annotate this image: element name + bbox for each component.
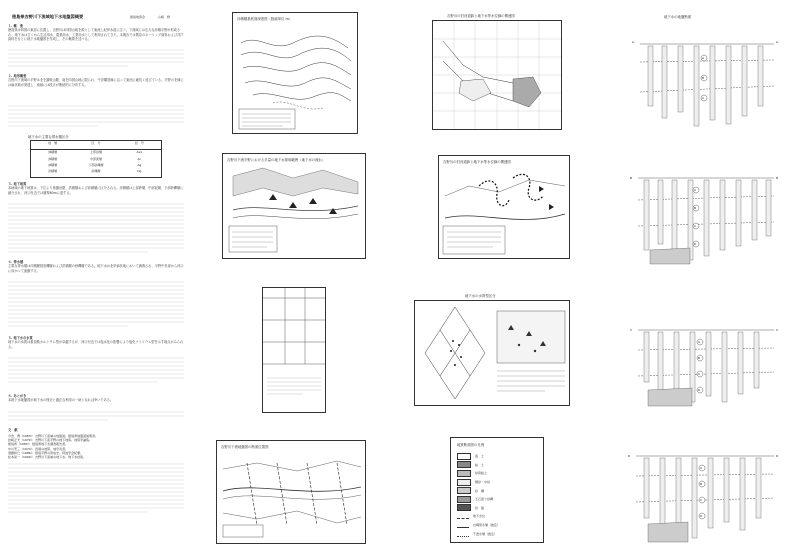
section-6 <box>8 394 186 428</box>
section-5 <box>8 336 186 390</box>
legend-item <box>457 495 541 504</box>
piper-diagram <box>415 301 569 405</box>
table-cell: 中部泥層 <box>89 157 102 161</box>
table-cell: 砂礫層 <box>91 169 101 173</box>
table-cell: 沖積層 <box>48 150 58 154</box>
section-drawing <box>632 22 782 134</box>
reference-item: 今治 博（1983）：吉野川下流域の地盤図。徳島県地盤図説明書。 <box>8 434 99 438</box>
section-label-right: A <box>776 40 779 44</box>
section-drawing <box>630 296 782 410</box>
layer-label: A <box>698 340 701 344</box>
legend-label: 砂 礫 <box>475 488 485 493</box>
table-cell: As1 <box>136 150 143 154</box>
legend-swatch <box>457 479 471 486</box>
legend-item <box>457 512 541 521</box>
legend-label: 砂質粘土 <box>475 471 488 476</box>
figure-caption: 吉野川の旧河道跡と地下水等水位線の関連図 <box>443 160 511 164</box>
section-4 <box>8 260 186 334</box>
figure-1-contour-map <box>232 12 358 134</box>
page-title: 徳島県吉野川下流域地下水地盤図概要 <box>12 14 84 19</box>
flow-map <box>223 154 365 258</box>
layer-label: A <box>700 466 703 470</box>
table-header <box>31 141 161 150</box>
legend-label: 自噴帯水層（推定） <box>473 523 501 528</box>
contour-lines <box>233 13 357 133</box>
legend-swatch <box>457 504 471 511</box>
table-row <box>31 163 161 167</box>
references-heading: 文 献 <box>8 428 18 432</box>
figure-7-legend <box>450 437 544 543</box>
legend-item <box>457 529 541 538</box>
section-heading: １. 概 要 <box>8 24 24 28</box>
legend-item <box>457 521 541 530</box>
layer-label: B <box>702 76 705 80</box>
legend-swatch <box>457 522 469 528</box>
section-label-left: B <box>630 176 633 180</box>
layer-label: D <box>700 514 703 518</box>
legend-title: 地質断面図の凡例 <box>457 443 485 447</box>
reference-item: 徳島県（1983）：徳島県地下水調査報告書。 <box>8 442 69 447</box>
author: 山崎 修 <box>158 15 171 19</box>
section-body: 徳島県は四国の東部に位置し、吉野川は四国山地を源として東流し紀伊水道に注ぐ。下流域には広大な沖積平野が形成され、地下水は古くから生活用水、農業用水、工業用水として利用されてきた。本報告では既存のボーリング資料および井戸資料をもとに地下水地盤図を作成し、その概要を述べる。 <box>8 28 184 42</box>
section-1 <box>8 24 186 70</box>
section-drawing <box>628 428 782 546</box>
table-row <box>31 157 161 161</box>
legend-swatch <box>457 487 471 494</box>
legend-swatch <box>457 461 471 468</box>
legend-swatch <box>457 453 471 460</box>
table-cell: 洪積層 <box>48 169 58 173</box>
section-3 <box>8 182 186 256</box>
figure-3-groundwater-level-grid <box>432 14 562 130</box>
table-row <box>31 150 161 154</box>
cross-section-c <box>630 296 782 410</box>
text-column <box>8 14 186 534</box>
layer-label: A <box>694 188 697 192</box>
section-body: 主要な帯水層は沖積層基底礫層および洪積層の砂礫層である。地下水は北岸扇状地において涵養され、平野中央部から河口に向かって流動する。 <box>8 264 184 273</box>
cross-section-b <box>630 150 782 268</box>
figure-6-section-location-map <box>216 440 366 544</box>
layer-label: B <box>700 482 703 486</box>
legend-swatch <box>457 531 469 537</box>
figure-2-groundwater-flow-map <box>222 153 366 259</box>
layer-label: B <box>698 356 701 360</box>
section-label-left: C <box>630 328 633 332</box>
reference-item: 中川衷三（1974）：四国の地質。地学双書。 <box>8 446 69 451</box>
legend-label: 不透水層（推定） <box>473 531 498 536</box>
legend-swatch <box>457 513 469 519</box>
layer-label: B <box>694 206 697 210</box>
section-heading: ６. あとがき <box>8 394 27 398</box>
legend-label: 地下水位 <box>473 514 486 519</box>
table-row <box>31 169 161 173</box>
table1-caption: 地下水の主要な帯水層区分 <box>28 135 69 139</box>
legend-label: 玉石混り砂礫 <box>475 497 494 502</box>
table-cell: 下部砂礫層 <box>88 163 104 167</box>
section-heading: ４. 帯水層 <box>8 260 24 264</box>
section-drawing <box>630 150 782 268</box>
legend-item <box>457 478 541 487</box>
section-body: 吉野川下流域の平野は北を讃岐山脈、南を四国山地に限られ、中央構造線に沿って東西に細長く延びている。平野の北縁には扇状地が発達し、南縁には段丘が断続的に分布する。 <box>8 78 184 87</box>
layer-label: D <box>698 388 701 392</box>
section-heading: ５. 地下水の水質 <box>8 336 33 340</box>
layer-label: D <box>694 242 697 246</box>
cross-section-d <box>628 428 782 546</box>
section-2 <box>8 74 186 128</box>
section-heading: ２. 地形概要 <box>8 74 27 78</box>
layer-label: C <box>700 498 703 502</box>
legend-item <box>457 469 541 478</box>
level-grid <box>433 21 561 129</box>
table-cell: Dg <box>137 169 142 173</box>
table-header-cell: 記 号 <box>134 141 144 145</box>
legend-label: 粘 土 <box>475 462 485 467</box>
section-label-left: D <box>628 454 631 458</box>
reference-item: 岩崎正夫（1979）：吉野川下流平野の地下地質。地質学論集。 <box>8 438 93 443</box>
legend-item <box>457 504 541 513</box>
affiliation: 徳島地質会 <box>130 15 146 19</box>
river-map <box>439 156 569 258</box>
legend-items <box>457 452 541 538</box>
reference-item: 須鎗和巳（1986）：徳島平野の形成史。阿波学会紀要。 <box>8 450 84 455</box>
figure-caption: 地下水の水質型区分 <box>465 294 496 298</box>
table-cell: Ag <box>137 163 142 167</box>
legend-label: 岩 盤 <box>475 505 485 510</box>
legend-swatch <box>457 470 471 477</box>
section-label-right: D <box>776 454 779 458</box>
table-header-cell: 地 層 <box>48 141 58 145</box>
figure-5-water-quality-diagram <box>414 294 570 406</box>
layer-label: A <box>702 56 705 60</box>
table-cell: Ac <box>137 157 142 161</box>
table-cell: 上部砂層 <box>89 150 102 154</box>
layer-label: C <box>702 96 705 100</box>
section-label-right: B <box>776 176 779 180</box>
section-body: 本地域の地下地質は、下位より基盤岩類、洪積層および沖積層に区分される。沖積層は上部砂層、中部泥層、下部砂礫層に細分され、河口付近では層厚60mに達する。 <box>8 186 184 195</box>
section-label-left: A <box>632 40 635 44</box>
reference-item: 松本晃一（1990）：吉野川下流域の地下水。地下水技術。 <box>8 455 87 460</box>
layer-label: C <box>698 372 701 376</box>
section-body: 地下水の水質は重炭酸カルシウム型が卓越するが、河口付近では塩水化の影響により塩化ナトリウム型を示す地点がみられる。 <box>8 340 184 349</box>
table-cell: 沖積層 <box>48 157 58 161</box>
legend-item <box>457 452 541 461</box>
section-body: 本地下水地盤図が地下水の保全と適正な利用の一助となれば幸いである。 <box>8 398 114 403</box>
aquifer-table <box>262 287 326 413</box>
location-map <box>217 441 365 543</box>
figure-4-old-river-map <box>438 155 570 259</box>
legend-item <box>457 486 541 495</box>
legend-item <box>457 461 541 470</box>
figure-caption: 吉野川の旧河道跡と地下水等水位線の関連図 <box>447 14 515 18</box>
references-list <box>8 434 186 459</box>
figure-8-caption: 地下水の地盤断面 <box>664 15 692 19</box>
table1 <box>30 140 162 178</box>
section-heading: ３. 地下地質 <box>8 182 27 186</box>
layer-label: C <box>694 224 697 228</box>
legend-label: 細砂・中砂 <box>475 480 491 485</box>
figure-caption: 吉野川下流平野における多量の地下水採取範囲（地下水の流れ） <box>227 158 326 162</box>
legend-label: 盛 土 <box>475 454 485 459</box>
table-header-cell: 区 分 <box>91 141 101 145</box>
legend-swatch <box>457 496 471 503</box>
section-label-right: C <box>776 328 779 332</box>
figure-caption: 吉野川下流地盤図の断面位置図 <box>221 445 269 449</box>
table-grid <box>263 288 325 412</box>
table-cell: 沖積層 <box>48 163 58 167</box>
cross-section-a <box>632 22 782 134</box>
figure-caption: 沖積層基底面深度図（数値単位 m） <box>237 17 293 21</box>
